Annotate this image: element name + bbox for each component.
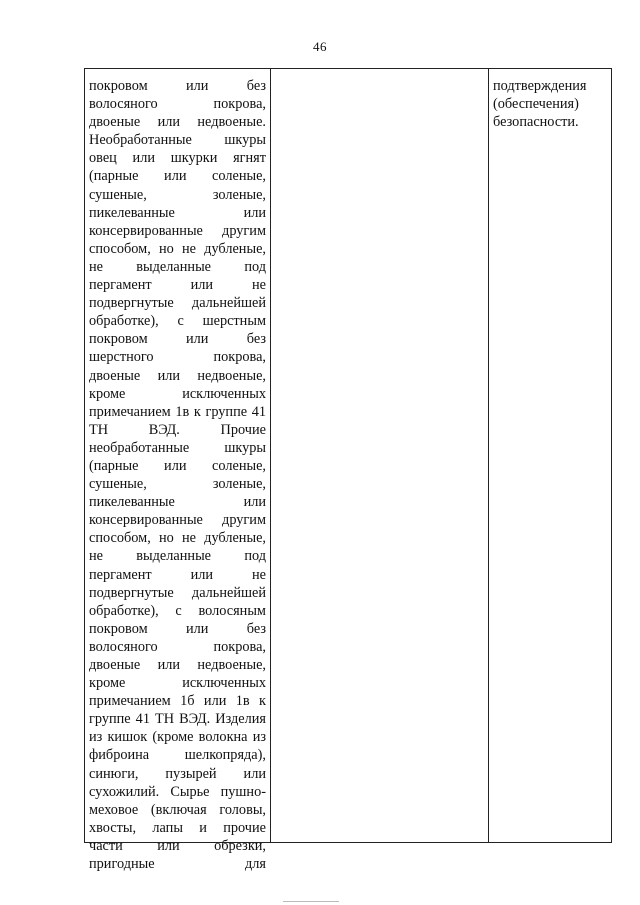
text-line: (парные или соленые,	[89, 168, 266, 185]
text-line: хвосты, лапы и прочие	[89, 819, 266, 836]
text-line: пергамент или не	[89, 277, 266, 294]
text-line: волосяного покрова,	[89, 96, 266, 113]
text-line: сушеные, золеные,	[89, 186, 266, 203]
text-line: волосяного покрова,	[89, 638, 266, 655]
text-line: двоеные или недвоеные,	[89, 367, 266, 384]
text-line: из кишок (кроме волокна из	[89, 729, 266, 746]
text-line: (обеспечения)	[493, 96, 579, 113]
empty-cell-text	[271, 69, 488, 77]
text-line: кроме исключенных	[89, 385, 266, 402]
text-line: двоеные или недвоеные.	[89, 114, 266, 131]
text-line: группе 41 ТН ВЭД. Изделия	[89, 711, 266, 728]
text-line: овец или шкурки ягнят	[89, 150, 266, 167]
text-line: не выделанные под	[89, 258, 266, 275]
text-line: кроме исключенных	[89, 675, 266, 692]
scan-artifact-line	[283, 901, 339, 902]
text-line: двоеные или недвоеные,	[89, 657, 266, 673]
text-line: части или обрезки,	[89, 837, 266, 854]
text-line: подтверждения	[493, 78, 587, 94]
text-line: примечанием 1в к группе 41	[89, 403, 266, 420]
text-line: безопасности.	[493, 114, 579, 131]
text-line: способом, но не дубленые,	[89, 240, 266, 257]
text-line: обработке), с волосяным	[89, 602, 266, 619]
text-line: пергамент или не	[89, 566, 266, 583]
table-cell-empty	[271, 69, 489, 842]
text-line: сушеные, золеные,	[89, 476, 266, 493]
text-line: сухожилий. Сырье пушно-	[89, 783, 266, 800]
text-line: подвергнутые дальнейшей	[89, 295, 266, 312]
text-line: покровом или без	[89, 331, 266, 348]
text-line: пикелеванные или	[89, 204, 266, 221]
text-line: не выделанные под	[89, 548, 266, 565]
text-line: подвергнутые дальнейшей	[89, 584, 266, 601]
text-line: примечанием 1б или 1в к	[89, 693, 266, 710]
product-description-text	[85, 69, 270, 873]
text-line: Необработанные шкуры	[89, 132, 266, 149]
purpose-text	[489, 69, 611, 131]
text-line: покровом или без	[89, 620, 266, 637]
text-line: ТН ВЭД. Прочие	[89, 421, 266, 438]
table-cell-purpose	[489, 69, 611, 842]
text-line: необработанные шкуры	[89, 439, 266, 456]
text-line: меховое (включая головы,	[89, 801, 266, 818]
page-number: 46	[313, 39, 327, 54]
table-cell-product-description	[85, 69, 271, 873]
text-line: пригодные для	[89, 856, 266, 873]
text-line: (парные или соленые,	[89, 457, 266, 474]
text-line: обработке), с шерстным	[89, 313, 266, 330]
text-line: фиброина шелкопряда),	[89, 747, 266, 764]
text-line: покровом или без	[89, 78, 266, 94]
text-line: пикелеванные или	[89, 494, 266, 511]
text-line: шерстного покрова,	[89, 349, 266, 366]
document-table	[84, 68, 612, 873]
text-line: способом, но не дубленые,	[89, 530, 266, 547]
text-line: консервированные другим	[89, 512, 266, 529]
text-line: консервированные другим	[89, 222, 266, 239]
text-line: синюги, пузырей или	[89, 765, 266, 782]
